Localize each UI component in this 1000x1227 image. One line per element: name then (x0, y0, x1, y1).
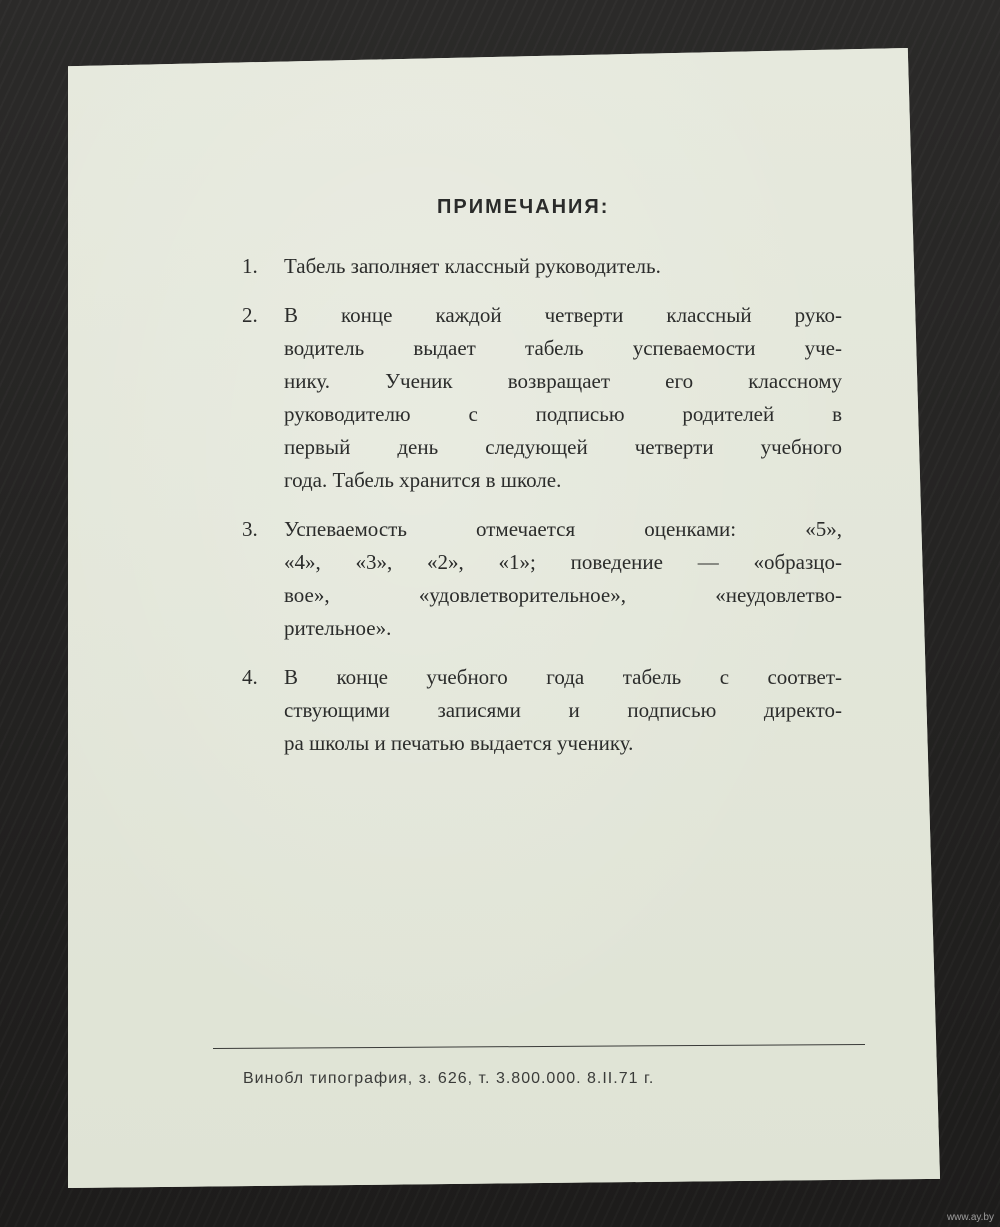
note-number: 1. (242, 254, 258, 278)
page-title: ПРИМЕЧАНИЯ: (437, 196, 610, 218)
note-line: В конце учебного года табель с соответ- (284, 665, 842, 689)
note-item-3 (242, 513, 842, 645)
note-line: первый день следующей четверти учебного (284, 435, 842, 459)
note-line: нику. Ученик возвращает его классному (284, 369, 842, 393)
note-number: 3. (242, 517, 258, 541)
note-line: вое», «удовлетворительное», «неудовлетво- (284, 583, 842, 607)
note-line: «4», «3», «2», «1»; поведение — «образцо- (284, 550, 842, 574)
note-number: 2. (242, 303, 258, 327)
note-item-2 (242, 299, 842, 497)
notes-list (242, 250, 842, 776)
note-line: рительное». (284, 616, 392, 640)
note-line: Табель заполняет классный руководитель. (284, 254, 661, 278)
note-number: 4. (242, 665, 258, 689)
note-line: руководителю с подписью родителей в (284, 402, 842, 426)
note-line: ра школы и печатью выдается ученику. (284, 731, 634, 755)
note-item-4 (242, 661, 842, 760)
note-line: водитель выдает табель успеваемости уче- (284, 336, 842, 360)
printer-imprint: Винобл типография, з. 626, т. 3.800.000. 8.II.71 г. (243, 1070, 655, 1087)
note-line: ствующими записями и подписью директо- (284, 698, 842, 722)
note-line: В конце каждой четверти классный руко- (284, 303, 842, 327)
note-item-1 (242, 250, 842, 283)
watermark: www.ay.by (946, 1212, 994, 1223)
note-line: года. Табель хранится в школе. (284, 468, 562, 492)
note-line: Успеваемость отмечается оценками: «5», (284, 517, 842, 541)
